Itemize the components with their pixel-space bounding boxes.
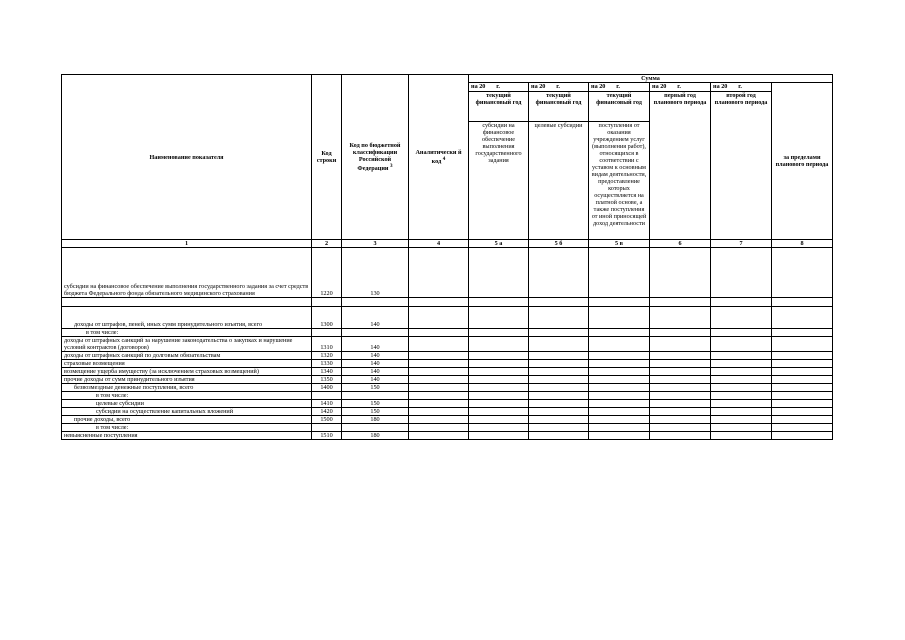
row-budget-code: 140 — [342, 337, 409, 352]
col-number: 1 — [62, 240, 312, 248]
row-code — [312, 392, 342, 400]
table-row — [62, 376, 833, 384]
row-code: 1350 — [312, 376, 342, 384]
row-budget-code — [342, 392, 409, 400]
row-budget-code: 140 — [342, 368, 409, 376]
row-name: в том числе: — [62, 424, 312, 432]
header-sum: Сумма — [469, 75, 833, 83]
row-budget-code: 140 — [342, 307, 409, 329]
row-budget-code: 130 — [342, 248, 409, 298]
row-name: доходы от штрафов, пеней, иных сумм принудительного изъятия, всего — [62, 307, 312, 329]
row-code: 1320 — [312, 352, 342, 360]
year-cell: на 20 г. — [589, 83, 650, 92]
col-number: 5 а — [469, 240, 529, 248]
row-code: 1310 — [312, 337, 342, 352]
period-label: текущий финансовый год — [469, 92, 529, 122]
row-code — [312, 329, 342, 337]
table-row — [62, 248, 833, 298]
row-code: 1300 — [312, 307, 342, 329]
table-row — [62, 432, 833, 440]
row-code: 1510 — [312, 432, 342, 440]
income-table — [61, 74, 833, 440]
row-code: 1420 — [312, 408, 342, 416]
row-name: доходы от штрафных санкций за нарушение законодательства о закупках и нарушение условий контрактов (договоров) — [62, 337, 312, 352]
period-label: второй год планового периода — [711, 92, 772, 240]
row-name: доходы от штрафных санкций по долговым обязательствам — [62, 352, 312, 360]
table-row — [62, 392, 833, 400]
row-code: 1410 — [312, 400, 342, 408]
row-name: невыясненные поступления — [62, 432, 312, 440]
table-row — [62, 307, 833, 329]
row-budget-code — [342, 329, 409, 337]
row-name: в том числе: — [62, 329, 312, 337]
table-row — [62, 329, 833, 337]
row-name: в том числе: — [62, 392, 312, 400]
row-name: безвозмездные денежные поступления, всего — [62, 384, 312, 392]
row-budget-code: 140 — [342, 376, 409, 384]
row-name: прочие доходы от сумм принудительного изъятия — [62, 376, 312, 384]
row-budget-code: 140 — [342, 352, 409, 360]
table-row — [62, 416, 833, 424]
period-label: текущий финансовый год — [589, 92, 650, 122]
report-form — [61, 74, 832, 440]
row-name: страховые возмещения — [62, 360, 312, 368]
row-code: 1330 — [312, 360, 342, 368]
row-name: субсидии на осуществление капитальных вложений — [62, 408, 312, 416]
col-number: 2 — [312, 240, 342, 248]
row-budget-code: 150 — [342, 400, 409, 408]
row-code: 1500 — [312, 416, 342, 424]
header-analytic: Аналитически й код $^4$ — [409, 75, 469, 240]
header-budget-code: Код по бюджетной классификации Российской Федерации $^3$ — [342, 75, 409, 240]
row-name: прочие доходы, всего — [62, 416, 312, 424]
col-number: 4 — [409, 240, 469, 248]
col-number: 5 в — [589, 240, 650, 248]
table-row — [62, 337, 833, 352]
subcol-a-label: субсидии на финансовое обеспечение выполнения государственного задания — [469, 122, 529, 240]
header-name: Наименование показателя — [62, 75, 312, 240]
year-cell: на 20 г. — [469, 83, 529, 92]
col-number: 7 — [711, 240, 772, 248]
col-number: 6 — [650, 240, 711, 248]
row-code — [312, 298, 342, 307]
year-cell: на 20 г. — [650, 83, 711, 92]
row-name — [62, 298, 312, 307]
row-budget-code: 180 — [342, 416, 409, 424]
col-number: 8 — [772, 240, 833, 248]
col-number: 5 б — [529, 240, 589, 248]
table-row — [62, 352, 833, 360]
row-name: субсидии на финансовое обеспечение выполнения государственного задания за счет средств бюджета Федерального фонда обязательного медицинского страхования — [62, 248, 312, 298]
row-budget-code: 140 — [342, 360, 409, 368]
subcol-c-label: поступления от оказания учреждением услуг (выполнения работ), относящихся в соответствии с уставом к основным видам деятельности, предоставление которых осуществляется на платной основе, а также поступления от иной приносящей доход деятельности — [589, 122, 650, 240]
table-row — [62, 360, 833, 368]
table-row — [62, 408, 833, 416]
row-budget-code: 180 — [342, 432, 409, 440]
row-budget-code: 150 — [342, 384, 409, 392]
row-code: 1400 — [312, 384, 342, 392]
row-budget-code — [342, 424, 409, 432]
year-cell: на 20 г. — [529, 83, 589, 92]
table-row — [62, 424, 833, 432]
row-name: возмещение ущерба имуществу (за исключением страховых возмещений) — [62, 368, 312, 376]
table-row — [62, 400, 833, 408]
period-label: текущий финансовый год — [529, 92, 589, 122]
row-budget-code: 150 — [342, 408, 409, 416]
table-row — [62, 298, 833, 307]
row-code: 1220 — [312, 248, 342, 298]
row-code — [312, 424, 342, 432]
table-row — [62, 384, 833, 392]
column-numbers-row — [62, 240, 833, 248]
row-budget-code — [342, 298, 409, 307]
table-row — [62, 368, 833, 376]
subcol-b-label: целевые субсидии — [529, 122, 589, 240]
col-number: 3 — [342, 240, 409, 248]
year-cell: на 20 г. — [711, 83, 772, 92]
period-label: первый год планового периода — [650, 92, 711, 240]
row-code: 1340 — [312, 368, 342, 376]
header-code: Код строки — [312, 75, 342, 240]
row-name: целевые субсидии — [62, 400, 312, 408]
header-beyond: за пределами планового периода — [772, 83, 833, 240]
